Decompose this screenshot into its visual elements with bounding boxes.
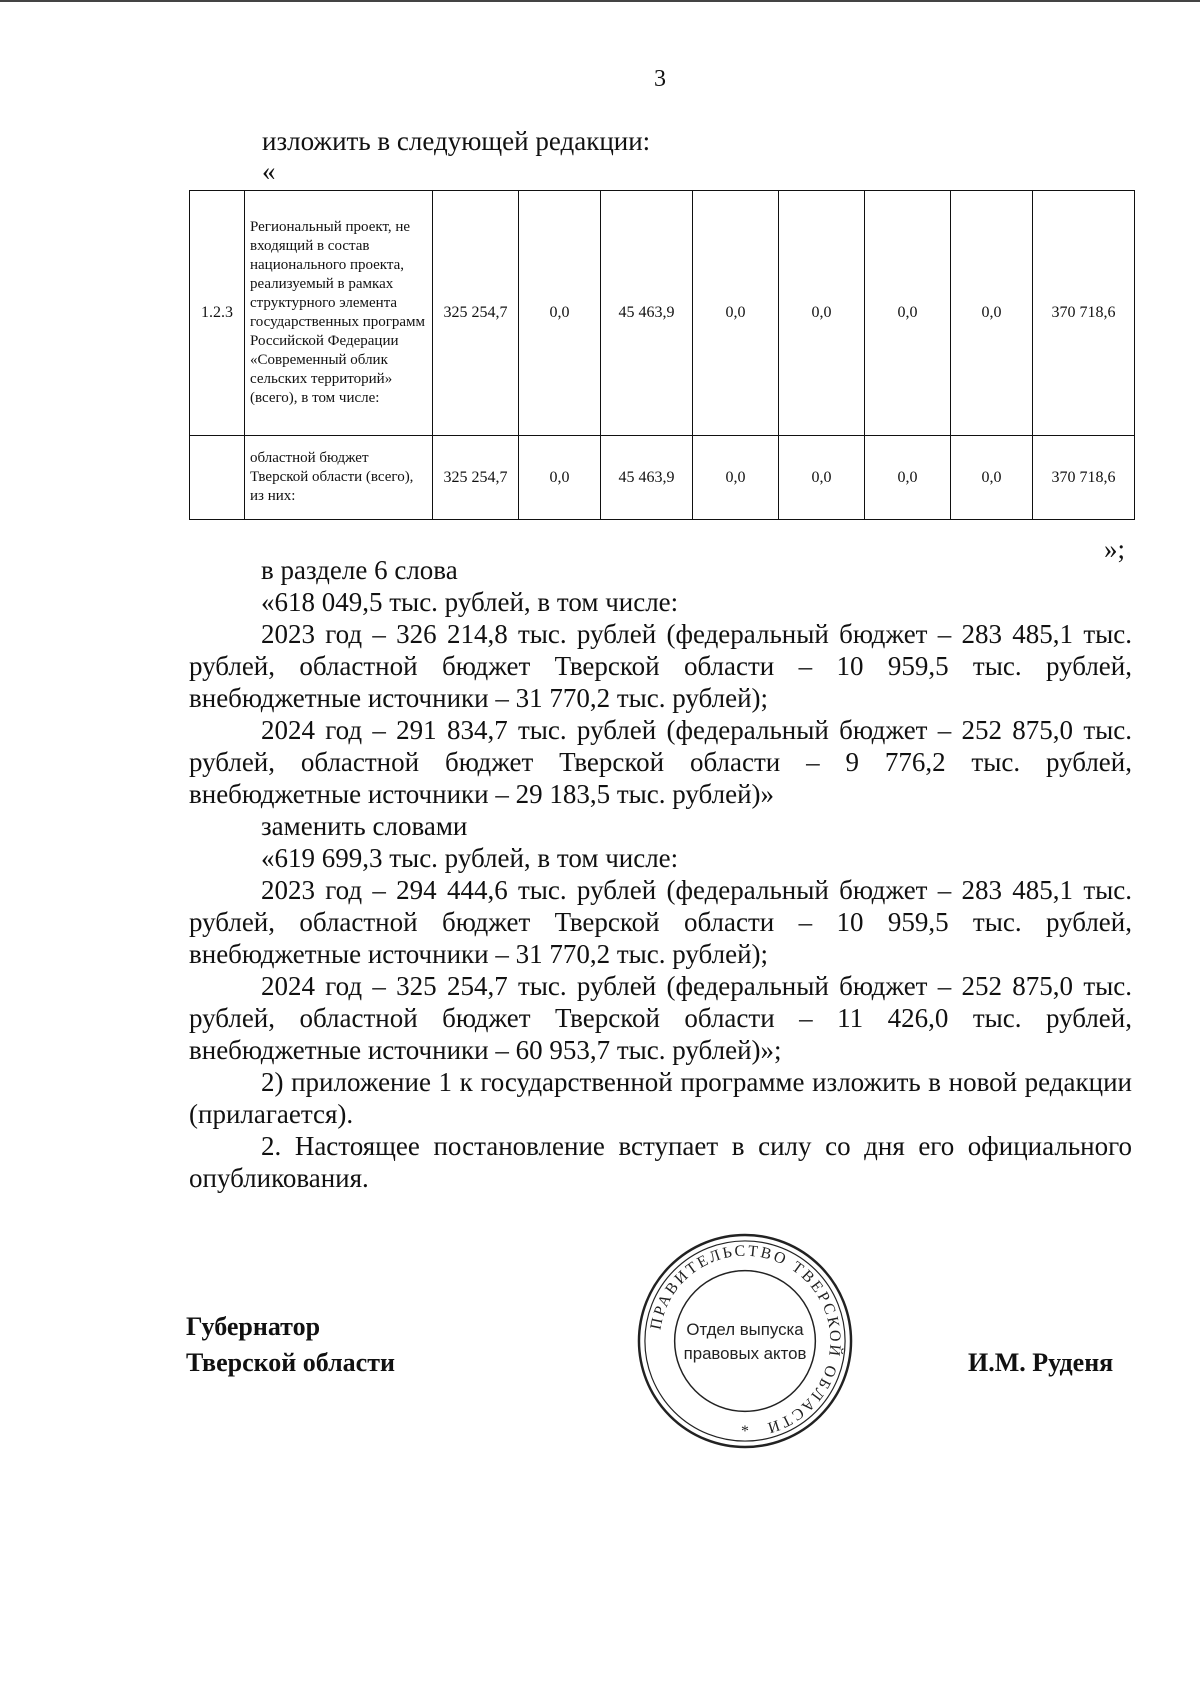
intro-text: изложить в следующей редакции:: [262, 126, 651, 156]
paragraph: 2024 год – 291 834,7 тыс. рублей (федеральный бюджет – 252 875,0 тыс. рублей, областной бюджет Тверской области – 9 776,2 тыс. рублей, внебюджетные источники – 29 183,5 тыс. рублей)»: [189, 715, 1132, 809]
row-value: 0,0: [779, 436, 865, 520]
row-value: 0,0: [779, 191, 865, 436]
paragraph: 2023 год – 294 444,6 тыс. рублей (федеральный бюджет – 283 485,1 тыс. рублей, областной бюджет Тверской области – 10 959,5 тыс. рублей, внебюджетные источники – 31 770,2 тыс. рублей);: [189, 875, 1132, 969]
row-value: 325 254,7: [433, 436, 519, 520]
row-value: 45 463,9: [601, 436, 693, 520]
row-value: 325 254,7: [433, 191, 519, 436]
row-value: 45 463,9: [601, 191, 693, 436]
paragraph: «618 049,5 тыс. рублей, в том числе:: [261, 587, 679, 617]
scan-top-edge: [0, 0, 1200, 2]
row-value: 0,0: [693, 436, 779, 520]
row-value: 0,0: [951, 191, 1033, 436]
seal-ring-text: ПРАВИТЕЛЬСТВО ТВЕРСКОЙ ОБЛАСТИ: [647, 1242, 844, 1437]
paragraph: «619 699,3 тыс. рублей, в том числе:: [261, 843, 679, 873]
body-text: [189, 554, 1132, 1194]
signatory-title: [186, 1309, 395, 1381]
paragraph: в разделе 6 слова: [261, 555, 458, 585]
seal-outer-ring: [639, 1235, 851, 1447]
table-row: [190, 436, 1135, 520]
paragraph: 2. Настоящее постановление вступает в силу со дня его официального опубликования.: [189, 1131, 1132, 1193]
row-value: 370 718,6: [1033, 436, 1135, 520]
paragraph: 2023 год – 326 214,8 тыс. рублей (федеральный бюджет – 283 485,1 тыс. рублей, областной бюджет Тверской области – 10 959,5 тыс. рублей, внебюджетные источники – 31 770,2 тыс. рублей);: [189, 619, 1132, 713]
seal-center-text: правовых актов: [683, 1343, 807, 1363]
row-value: 0,0: [693, 191, 779, 436]
seal-center-text: Отдел выпуска: [686, 1320, 804, 1340]
official-seal: [636, 1232, 854, 1450]
row-value: 370 718,6: [1033, 191, 1135, 436]
row-code: [190, 436, 245, 520]
row-value: 0,0: [519, 436, 601, 520]
closing-quote: »;: [1104, 534, 1126, 564]
paragraph: заменить словами: [261, 811, 468, 841]
signatory-name: И.М. Руденя: [968, 1348, 1114, 1377]
row-value: 0,0: [865, 191, 951, 436]
row-value: 0,0: [951, 436, 1033, 520]
opening-quote: «: [262, 156, 276, 186]
seal-inner-ring: [675, 1271, 816, 1412]
page-number: 3: [654, 66, 666, 92]
row-code: 1.2.3: [190, 191, 245, 436]
row-description: Региональный проект, не входящий в состав национального проекта, реализуемый в рамках структурного элемента государственных программ Российской Федерации «Современный облик сельских территорий» (всего), в том числе:: [245, 191, 433, 436]
row-description: областной бюджет Тверской области (всего), из них:: [245, 436, 433, 520]
signatory-title-line: Тверской области: [186, 1348, 395, 1377]
paragraph: 2) приложение 1 к государственной программе изложить в новой редакции (прилагается).: [189, 1067, 1132, 1129]
row-value: 0,0: [865, 436, 951, 520]
row-value: 0,0: [519, 191, 601, 436]
signatory-title-line: Губернатор: [186, 1312, 321, 1341]
seal-star: *: [741, 1423, 749, 1441]
table-row: [190, 191, 1135, 436]
budget-table: [189, 190, 1135, 520]
paragraph: 2024 год – 325 254,7 тыс. рублей (федеральный бюджет – 252 875,0 тыс. рублей, областной бюджет Тверской области – 11 426,0 тыс. рублей, внебюджетные источники – 60 953,7 тыс. рублей)»;: [189, 971, 1132, 1065]
